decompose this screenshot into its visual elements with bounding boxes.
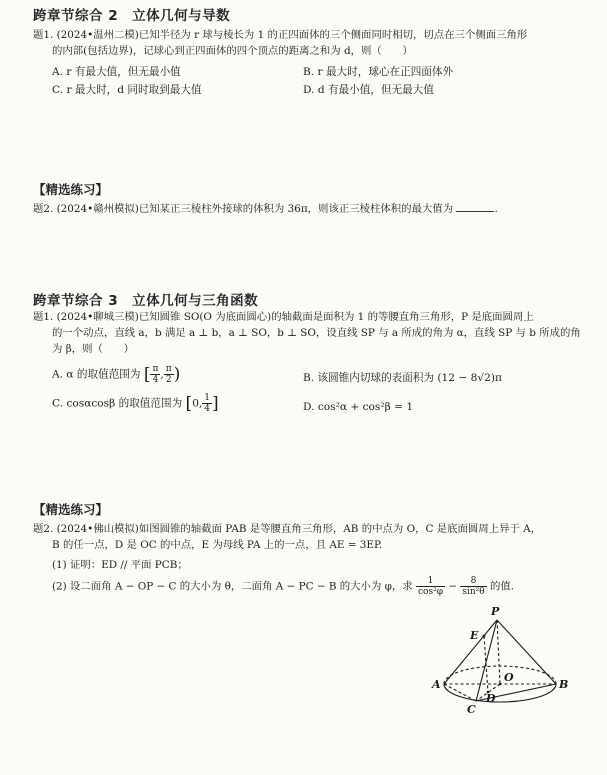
line-ac <box>444 684 476 701</box>
p2-q2-line1: 题2. (2024•佛山模拟)如图圆锥的轴截面 PAB 是等腰直角三角形，AB 的中点为 O，C 是底面圆周上异于 A， <box>33 523 542 535</box>
option-c-text: C. cosαcosβ 的取值范围为 <box>52 397 183 410</box>
s1-q1-option-b: B. r 最大时，球心在正四面体外 <box>303 66 454 78</box>
point-o <box>499 683 502 686</box>
option-a-close-bracket: ) <box>173 364 181 385</box>
frac-numerator: 1 <box>204 393 211 403</box>
label-e: E <box>470 629 479 642</box>
option-a-comma: , <box>160 368 164 381</box>
section1-title-topic: 立体几何与导数 <box>132 8 231 24</box>
part2-text: (2) 设二面角 A − OP − C 的大小为 θ，二面角 A − PC − B 的大小为 φ，求 <box>52 580 413 593</box>
frac-denominator: 2 <box>165 375 172 385</box>
frac-numerator: π <box>165 364 172 374</box>
frac-denominator: 4 <box>152 375 159 385</box>
s3-q1-option-b: B. 该圆锥内切球的表面积为 (12 − 8√2)π <box>303 372 502 384</box>
s1-q1-line1: 题1. (2024•温州二模)已知半径为 r 球与棱长为 1 的正四面体的三个侧面同时相切，切点在三个侧面三角形 <box>33 29 528 41</box>
frac-numerator: 1 <box>416 576 445 587</box>
option-a-open-bracket: [ <box>143 364 151 385</box>
frac-numerator: π <box>152 364 159 374</box>
s3-q1-line1: 题1. (2024•聊城三模)已知圆锥 SO(O 为底面圆心)的轴截面是面积为 1 的等腰直角三角形，P 是底面圆周上 <box>33 311 534 323</box>
line-po <box>497 620 500 684</box>
s3-q1-option-d: D. cos²α + cos²β = 1 <box>303 401 414 413</box>
label-c: C <box>467 703 476 716</box>
s3-q1-line2: 的一个动点，直线 a，b 满足 a ⊥ b，a ⊥ SO，b ⊥ SO，设直线 SP 与 a 所成的角为 α，直线 SP 与 b 所成的角 <box>52 327 581 339</box>
frac-denominator: sin²θ <box>462 587 485 597</box>
label-d: D <box>486 692 496 705</box>
section3-title-topic: 立体几何与三角函数 <box>132 293 259 309</box>
frac-denominator: cos²φ <box>418 587 444 597</box>
option-a-text: A. α 的取值范围为 <box>52 368 141 381</box>
s1-q1-option-c: C. r 最大时，d 同时取到最大值 <box>52 84 202 96</box>
part2-minus: − <box>448 580 458 593</box>
s1-q1-line2: 的内部(包括边界)，记球心到正四面体的四个顶点的距离之和为 d，则（ ） <box>52 45 413 57</box>
point-e <box>483 635 486 638</box>
part2-end: 的值. <box>490 580 515 593</box>
s1-q1-option-a: A. r 有最大值，但无最小值 <box>52 66 181 78</box>
s3-q1-line3: 为 β，则（ ） <box>52 343 135 355</box>
label-b: B <box>559 678 569 691</box>
practice1-q2-text: 题2. (2024•赣州模拟)已知某正三棱柱外接球的体积为 36π，则该正三棱柱体积的最大值为 <box>33 203 454 215</box>
practice1-q2-end: . <box>494 203 498 215</box>
p2-q2-part1: (1) 证明：ED // 平面 PCB； <box>52 559 188 571</box>
section1-title-number: 跨章节综合 2 <box>33 8 119 24</box>
option-c-close-bracket: ] <box>212 393 219 414</box>
practice1-label: 【精选练习】 <box>33 182 109 197</box>
option-c-zero: 0, <box>192 397 203 410</box>
practice2-label: 【精选练习】 <box>33 502 109 517</box>
label-a: A <box>432 678 441 691</box>
label-o: O <box>504 671 514 684</box>
section3-title-number: 跨章节综合 3 <box>33 293 119 309</box>
label-p: P <box>491 605 500 618</box>
frac-numerator: 8 <box>460 576 486 587</box>
s1-q1-option-d: D. d 有最小值，但无最大值 <box>303 84 434 96</box>
frac-denominator: 4 <box>204 404 211 414</box>
p2-q2-line2: B 的任一点，D 是 OC 的中点，E 为母线 PA 上的一点，且 AE = 3EP. <box>52 539 383 551</box>
option-c-open-bracket: [ <box>185 393 193 414</box>
